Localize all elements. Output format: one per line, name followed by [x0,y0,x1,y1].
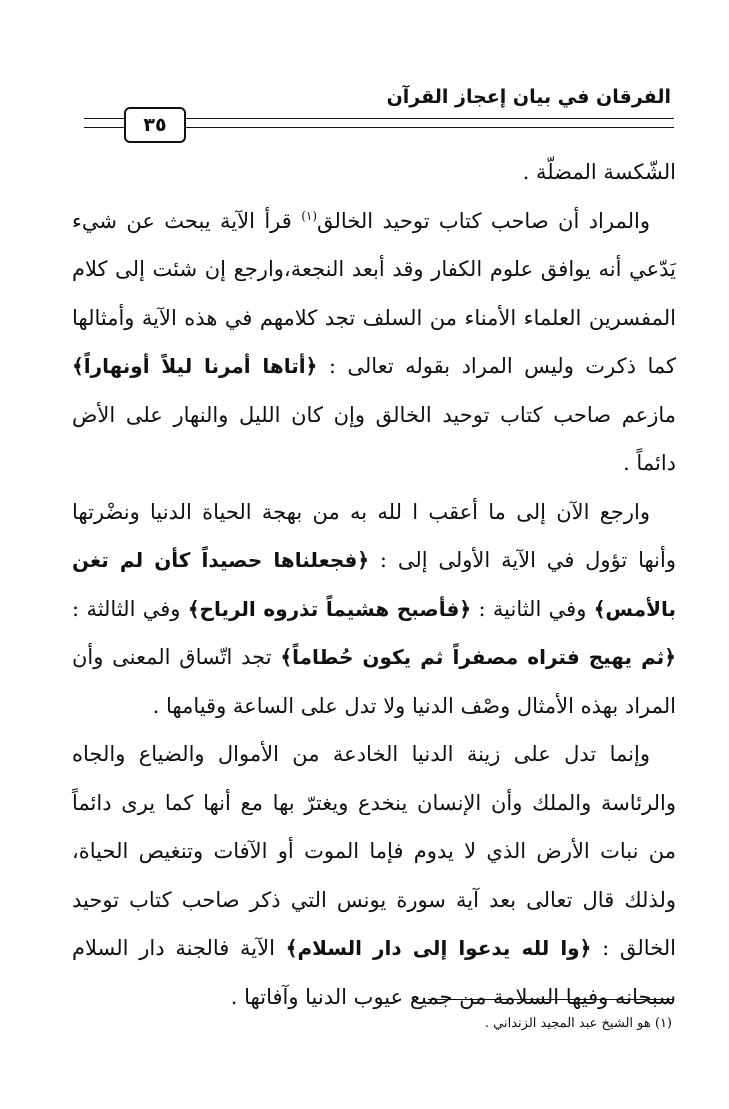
paragraph-text: وإنما تدل على زينة الدنيا الخادعة من الأموال والضياع والجاه والرئاسة والملك وأن الإنسان ينخدع ويغترّ بها مع أنها كما يرى دائماً من نبات الأرض الذي لا يدوم فإما الموت أو الآفات وتنغيص الحياة، ولذلك قال تعالى بعد آية سورة يونس التي ذكر صاحب كتاب توحيد الخالق : [72,742,676,960]
footnote-divider [428,999,674,1000]
quran-verse: ﴿فجعلناها حصيداً كأن لم تغن بالأمس﴾ [72,548,676,621]
paragraph-text: وفي الثانية : [471,596,594,621]
paragraph-text: والمراد أن صاحب كتاب توحيد الخالق [317,208,650,233]
quran-verse: ﴿ثم يهيج فتراه مصفراً ثم يكون حُطاماً﴾ [280,645,676,669]
footnote-reference[interactable]: (١) [301,208,318,223]
paragraph-text: تجد اتّساق المعنى وأن المراد بهذه الأمثال وصْف الدنيا ولا تدل على الساعة وقيامها . [72,645,676,718]
quran-verse: ﴿وا لله يدعوا إلى دار السلام﴾ [285,936,592,960]
quran-verse: ﴿أتاها أمرنا ليلاً أونهاراً﴾ [72,354,318,378]
paragraph-3 [72,488,676,731]
paragraph-4 [72,730,676,1021]
paragraph-2 [72,197,676,488]
paragraph-text: الشّكسة المضلّة . [522,160,676,184]
paragraph-text: قرأ الآية يبحث عن شيء يَدّعي أنه يوافق علوم الكفار وقد أبعد النجعة،وارجع إن شئت إلى كلام المفسرين العلماء الأمناء من السلف تجد كلامهم في هذه الآية وأمثالها كما ذكرت وليس المراد بقوله تعالى : [72,208,677,378]
quran-verse: ﴿فأصبح هشيماً تذروه الرياح﴾ [187,596,472,621]
page-number: ٣٥ [124,107,186,143]
paragraph-text: مازعم صاحب كتاب توحيد الخالق وإن كان الليل والنهار على الأض دائماً . [72,402,676,475]
paragraph-text: وفي الثالثة : [72,596,188,621]
paragraph-1 [72,148,676,197]
footnote: (١) هو الشيخ عبد المجيد الزنداني . [484,1016,672,1031]
paragraph-text: الآية فالجنة دار السلام سبحانه وفيها السلامة من جميع عيوب الدنيا وآفاتها . [72,936,676,1009]
running-header-title: الفرقان في بيان إعجاز القرآن [386,86,671,108]
paragraph-text: وارجع الآن إلى ما أعقب ا لله به من بهجة الحياة الدنيا ونضْرتها وأنها تؤول في الآية الأولى إلى : [72,499,676,572]
page-body [72,148,676,1021]
